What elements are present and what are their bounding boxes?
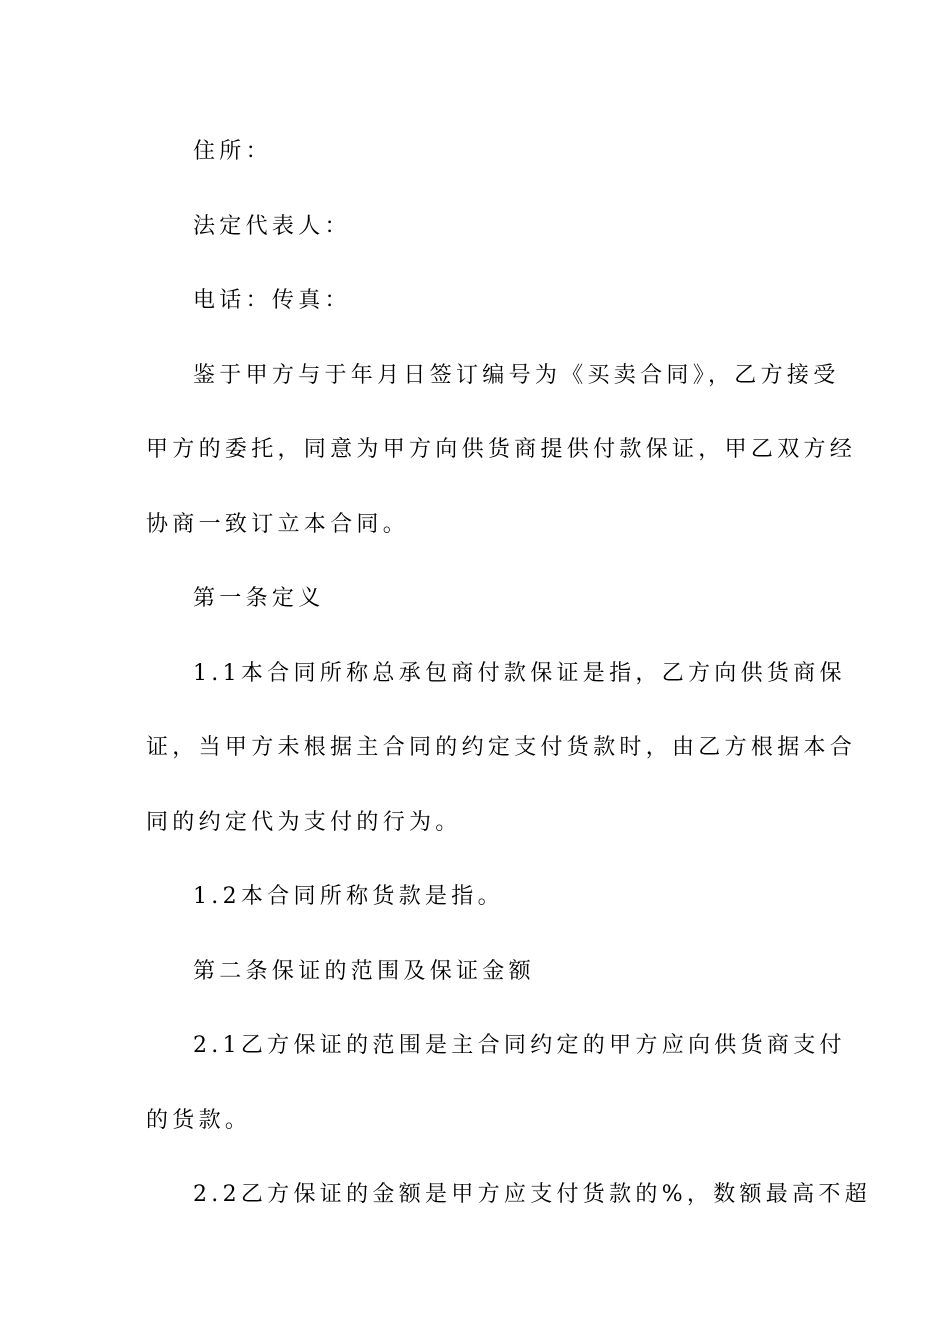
paragraph-line: 1.1本合同所称总承包商付款保证是指，乙方向供货商保 <box>193 661 846 686</box>
section-heading: 第二条保证的范围及保证金额 <box>193 959 535 984</box>
paragraph-line: 的货款。 <box>146 1108 252 1133</box>
paragraph-line: 协商一致订立本合同。 <box>146 512 410 537</box>
legal-representative-label: 法定代表人： <box>193 214 351 239</box>
paragraph-line: 鉴于甲方与于年月日签订编号为《买卖合同》，乙方接受 <box>193 363 840 388</box>
paragraph-line: 证，当甲方未根据主合同的约定支付货款时，由乙方根据本合 <box>146 735 857 760</box>
paragraph-line: 同的约定代为支付的行为。 <box>146 810 462 835</box>
paragraph-line: 2.1乙方保证的范围是主合同约定的甲方应向供货商支付 <box>193 1033 846 1058</box>
phone-fax-label: 电话：传真： <box>193 288 351 313</box>
paragraph-line: 甲方的委托，同意为甲方向供货商提供付款保证，甲乙双方经 <box>146 437 857 462</box>
address-label: 住所： <box>193 139 272 164</box>
paragraph-line: 2.2乙方保证的金额是甲方应支付货款的%，数额最高不超 <box>193 1182 871 1207</box>
paragraph-line: 1.2本合同所称货款是指。 <box>193 884 504 909</box>
section-heading: 第一条定义 <box>193 586 325 611</box>
